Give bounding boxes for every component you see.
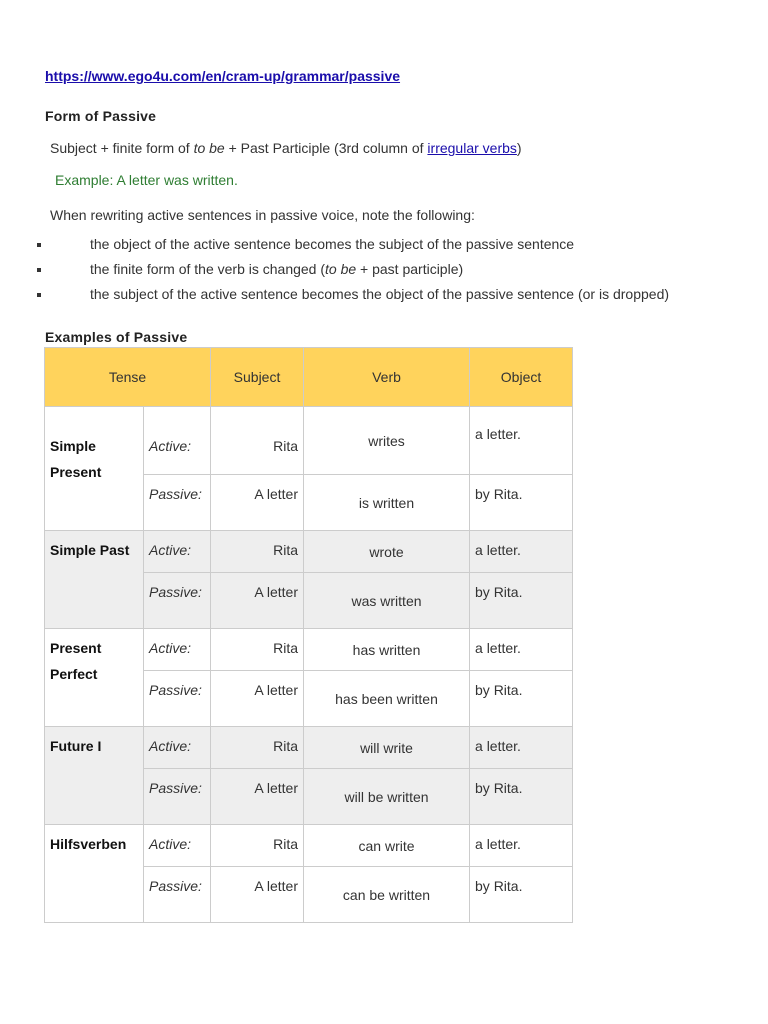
verb-cell: will be written <box>304 769 470 825</box>
verb-cell: can write <box>304 825 470 867</box>
object-cell: by Rita. <box>470 867 573 923</box>
form-heading: Form of Passive <box>45 108 157 124</box>
header-subject: Subject <box>211 348 304 407</box>
object-cell: by Rita. <box>470 769 573 825</box>
bullet-icon <box>37 293 41 297</box>
verb-cell: can be written <box>304 867 470 923</box>
object-cell: a letter. <box>470 531 573 573</box>
voice-cell: Active: <box>144 531 211 573</box>
subject-cell: Rita <box>211 629 304 671</box>
passive-formula <box>50 140 522 156</box>
subject-cell: A letter <box>211 671 304 727</box>
bullet-icon <box>37 268 41 272</box>
voice-cell: Active: <box>144 825 211 867</box>
list-item-text-post: + past participle) <box>356 261 464 277</box>
subject-cell: Rita <box>211 727 304 769</box>
list-item-text-pre: the finite form of the verb is changed ( <box>90 261 326 277</box>
examples-heading: Examples of Passive <box>45 329 188 345</box>
object-cell: a letter. <box>470 825 573 867</box>
verb-cell: has been written <box>304 671 470 727</box>
tense-cell: Simple Past <box>45 531 144 629</box>
object-cell: a letter. <box>470 727 573 769</box>
verb-cell: was written <box>304 573 470 629</box>
voice-cell: Passive: <box>144 769 211 825</box>
verb-cell: writes <box>304 407 470 475</box>
table-row <box>45 825 573 867</box>
list-item-text-em: to be <box>325 261 357 277</box>
voice-cell: Passive: <box>144 671 211 727</box>
irregular-verbs-link[interactable]: irregular verbs <box>427 140 517 156</box>
subject-cell: A letter <box>211 867 304 923</box>
tense-cell: Simple Present <box>45 407 144 531</box>
verb-cell: wrote <box>304 531 470 573</box>
subject-cell: A letter <box>211 769 304 825</box>
verb-cell: is written <box>304 475 470 531</box>
voice-cell: Passive: <box>144 867 211 923</box>
table-header-row <box>45 348 573 407</box>
subject-cell: Rita <box>211 825 304 867</box>
table-row <box>45 407 573 475</box>
form-example: Example: A letter was written. <box>55 172 238 188</box>
voice-cell: Active: <box>144 727 211 769</box>
header-tense: Tense <box>45 348 211 407</box>
voice-cell: Passive: <box>144 475 211 531</box>
header-verb: Verb <box>304 348 470 407</box>
verb-cell: will write <box>304 727 470 769</box>
subject-cell: Rita <box>211 407 304 475</box>
formula-start: Subject + finite form of <box>50 140 194 156</box>
object-cell: by Rita. <box>470 475 573 531</box>
list-item-text: the subject of the active sentence becomes the object of the passive sentence (or is dropped) <box>90 286 670 302</box>
formula-end: ) <box>516 140 522 156</box>
object-cell: a letter. <box>470 407 573 475</box>
list-item-text: the object of the active sentence becomes the subject of the passive sentence <box>90 236 575 252</box>
object-cell: a letter. <box>470 629 573 671</box>
subject-cell: A letter <box>211 475 304 531</box>
tense-cell: Present Perfect <box>45 629 144 727</box>
formula-mid: + Past Participle (3rd column of <box>224 140 428 156</box>
subject-cell: Rita <box>211 531 304 573</box>
subject-cell: A letter <box>211 573 304 629</box>
object-cell: by Rita. <box>470 573 573 629</box>
rewrite-note: When rewriting active sentences in passive voice, note the following: <box>50 207 475 223</box>
table-row <box>45 531 573 573</box>
voice-cell: Active: <box>144 629 211 671</box>
voice-cell: Active: <box>144 407 211 475</box>
bullet-icon <box>37 243 41 247</box>
tense-cell: Future I <box>45 727 144 825</box>
formula-to-be: to be <box>193 140 225 156</box>
object-cell: by Rita. <box>470 671 573 727</box>
table-row <box>45 727 573 769</box>
source-link[interactable]: https://www.ego4u.com/en/cram-up/grammar/passive <box>45 68 401 84</box>
voice-cell: Passive: <box>144 573 211 629</box>
list-item-text <box>90 261 463 277</box>
header-object: Object <box>470 348 573 407</box>
tense-cell: Hilfsverben <box>45 825 144 923</box>
table-row <box>45 629 573 671</box>
passive-examples-table <box>44 347 573 923</box>
verb-cell: has written <box>304 629 470 671</box>
